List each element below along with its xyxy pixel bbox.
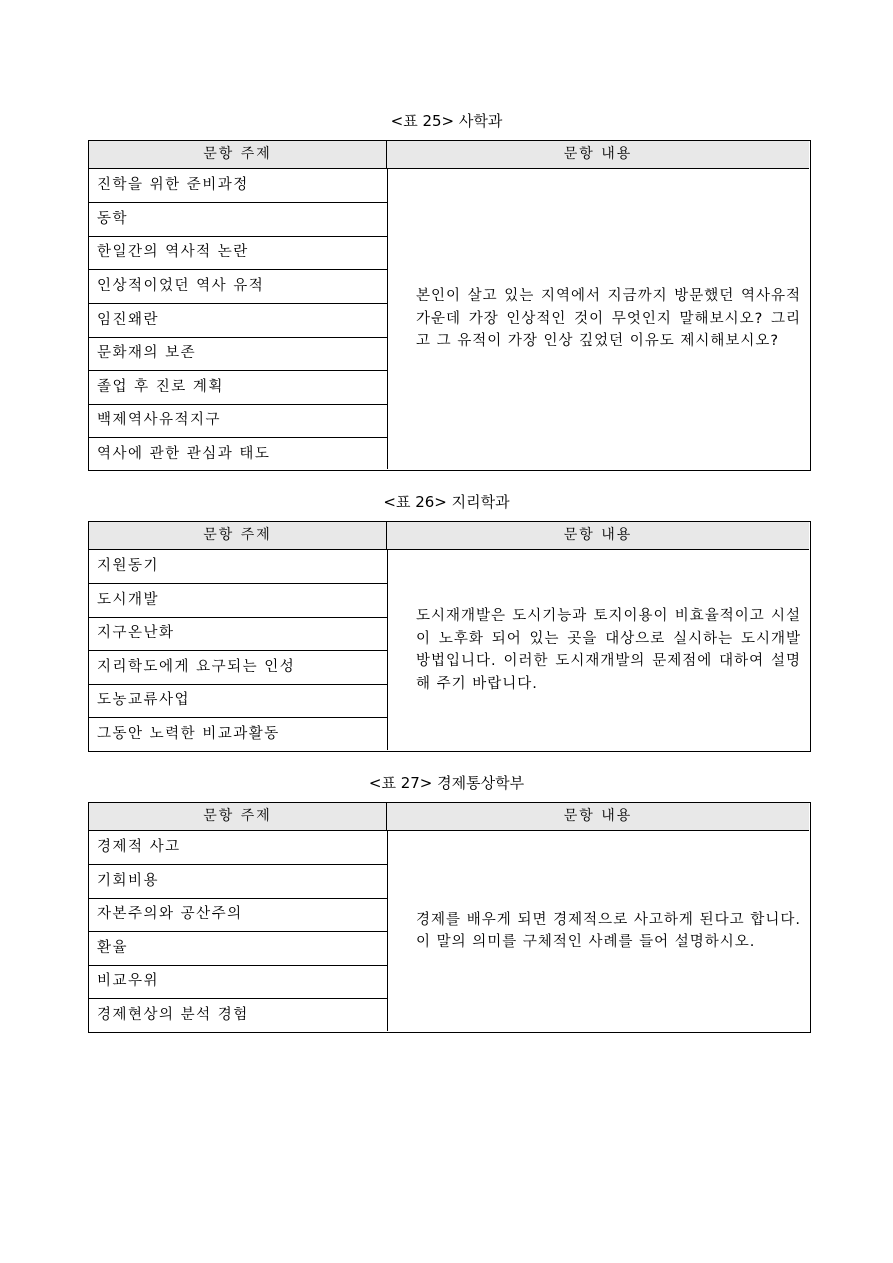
header-topic: 문항 주제 bbox=[89, 141, 387, 169]
topic-item: 비교우위 bbox=[97, 973, 160, 989]
row-divider bbox=[89, 931, 387, 932]
question-text: 경제를 배우게 되면 경제적으로 사고하게 된다고 합니다. 이 말의 의미를 구체적인 사례를 들어 설명하시오. bbox=[416, 911, 801, 950]
row-divider bbox=[89, 202, 387, 203]
topic-item: 한일간의 역사적 논란 bbox=[97, 244, 249, 260]
topic-item: 도시개발 bbox=[97, 592, 160, 608]
topic-item: 기회비용 bbox=[97, 873, 160, 889]
table-27 bbox=[88, 802, 811, 1033]
question-text: 도시재개발은 도시기능과 토지이용이 비효율적이고 시설이 노후화 되어 있는 곳을 대상으로 실시하는 도시개발 방법입니다. 이러한 도시재개발의 문제점에 대하여 설명해 주기 바랍니다. bbox=[416, 608, 801, 692]
question-content bbox=[388, 169, 809, 469]
topic-item: 문화재의 보존 bbox=[97, 345, 197, 361]
topic-item: 도농교류사업 bbox=[97, 692, 191, 708]
topic-item: 백제역사유적지구 bbox=[97, 412, 222, 428]
table-27-caption: <표 27> 경제통상학부 bbox=[368, 774, 525, 792]
header-content: 문항 내용 bbox=[387, 522, 809, 550]
table-25-caption: <표 25> 사학과 bbox=[390, 112, 503, 130]
topic-item: 환율 bbox=[97, 940, 129, 956]
topic-item: 인상적이었던 역사 유적 bbox=[97, 278, 265, 294]
topic-item: 경제적 사고 bbox=[97, 839, 181, 855]
topic-item: 졸업 후 진로 계획 bbox=[97, 379, 224, 395]
header-topic: 문항 주제 bbox=[89, 522, 387, 550]
question-content bbox=[388, 550, 809, 750]
topic-item: 지원동기 bbox=[97, 558, 160, 574]
header-content: 문항 내용 bbox=[387, 141, 809, 169]
topic-item: 경제현상의 분석 경험 bbox=[97, 1007, 249, 1023]
header-topic: 문항 주제 bbox=[89, 803, 387, 831]
header-content: 문항 내용 bbox=[387, 803, 809, 831]
question-content bbox=[388, 831, 809, 1031]
topic-item: 지리학도에게 요구되는 인성 bbox=[97, 659, 296, 675]
table-25 bbox=[88, 140, 811, 471]
topic-item: 자본주의와 공산주의 bbox=[97, 906, 243, 922]
topic-item: 진학을 위한 준비과정 bbox=[97, 177, 249, 193]
table-26-caption: <표 26> 지리학과 bbox=[383, 493, 510, 511]
topic-item: 그동안 노력한 비교과활동 bbox=[97, 726, 280, 742]
topic-item: 역사에 관한 관심과 태도 bbox=[97, 446, 271, 462]
table-26 bbox=[88, 521, 811, 752]
topic-item: 동학 bbox=[97, 211, 129, 227]
question-text: 본인이 살고 있는 지역에서 지금까지 방문했던 역사유적 가운데 가장 인상적인 것이 무엇인지 말해보시오? 그리고 그 유적이 가장 인상 깊었던 이유도 제시해보시오? bbox=[416, 288, 801, 350]
topic-item: 지구온난화 bbox=[97, 625, 175, 641]
topic-item: 임진왜란 bbox=[97, 312, 160, 328]
